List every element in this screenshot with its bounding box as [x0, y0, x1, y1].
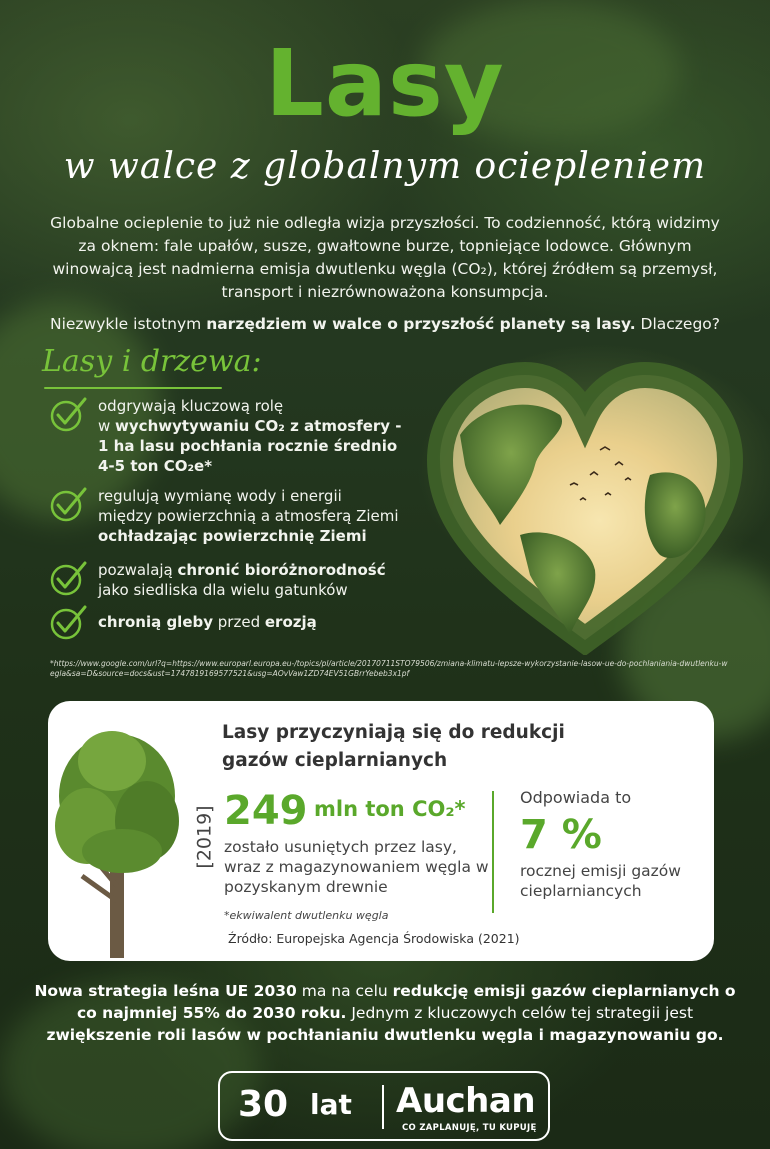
card-title: Lasy przyczyniają się do redukcji gazów cieplarnianych: [222, 722, 565, 771]
footnote-source-url: *https://www.google.com/url?q=https://www.europarl.europa.eu-/topics/pl/article/20170711STO79506/zmiana-klimatu-lepsze-wykorzystanie-lasow-ue-do-pochlaniania-dwutlenku-wegla&sa=D&source=docs&ust=1747819169577521&usg=AOvVaw1ZD74EV51GBrrYebeb3x1pf: [50, 659, 728, 678]
benefit-bold: [98, 436, 402, 456]
question-line: [20, 313, 750, 336]
benefit-text: w: [98, 417, 116, 435]
year-text: [2019]: [194, 805, 216, 869]
strategy-bold: zwiększenie roli lasów w pochłanianiu dwutlenku węgla i magazynowaniu go.: [46, 1026, 724, 1044]
anniversary-word: lat: [310, 1088, 352, 1121]
co2-amount: 249: [224, 788, 308, 834]
benefit-bold: wychwytywaniu CO₂ z atmosfery -: [115, 417, 402, 435]
equivalent-note: *ekwiwalent dwutlenku węgla: [224, 909, 389, 922]
benefit-text: między powierzchnią a atmosferą Ziemi: [98, 507, 399, 525]
removed-description: zostało usuniętych przez lasy, wraz z magazynowaniem węgla w pozyskanym drewnie: [224, 838, 489, 896]
year-label: [190, 797, 220, 877]
brand-name: Auchan: [396, 1081, 536, 1121]
benefit-text: regulują wymianę wody i energii: [98, 487, 342, 505]
poster-subtitle: w walce z globalnym ociepleniem: [63, 146, 707, 187]
benefit-item-water: [48, 486, 399, 546]
question-suffix: Dlaczego?: [635, 315, 721, 333]
poster-title: Lasy: [265, 30, 505, 137]
co2-unit: mln ton CO₂*: [314, 797, 466, 821]
question-bold: narzędziem w walce o przyszłość planety są lasy.: [206, 315, 636, 333]
checkmark-circle-icon: [48, 396, 90, 432]
checkmark-circle-icon: [48, 486, 90, 522]
benefit-item-co2: [48, 396, 402, 476]
anniversary-number: 30: [238, 1084, 289, 1125]
benefit-text-line: [98, 416, 402, 436]
brand-tagline: CO ZAPLANUJĘ, TU KUPUJĘ: [402, 1123, 537, 1133]
benefit-item-biodiversity: [48, 560, 386, 600]
benefit-text: pozwalają: [98, 561, 178, 579]
question-prefix: Niezwykle istotnym: [49, 315, 207, 333]
intro-paragraph: Globalne ocieplenie to już nie odległa wizja przyszłości. To codzienność, którą widzimy za oknem: fale upałów, susze, gwałtowne burze, topniejące lodowce. Głównym winowajcą jest nadmierna emisja dwutlenku węgla (CO₂), której źródłem są przemysł, transport i niezrównoważona konsumpcja.: [50, 214, 720, 301]
strategy-paragraph: [28, 980, 742, 1046]
benefit-bold-text: 1 ha lasu pochłania rocznie średnio: [98, 437, 398, 455]
benefit-bold: chronią gleby: [98, 613, 214, 631]
share-description: rocznej emisji gazów cieplarniancych: [520, 862, 681, 900]
share-label: Odpowiada to: [520, 788, 632, 807]
benefit-bold: [98, 456, 402, 476]
benefit-text-line: [98, 612, 317, 632]
strategy-text: ma na celu: [296, 982, 393, 1000]
benefit-text: jako siedliska dla wielu gatunków: [98, 581, 348, 599]
tree-image: [52, 726, 182, 958]
vertical-divider: [492, 791, 494, 913]
benefit-bold: [98, 526, 399, 546]
share-column: [520, 787, 700, 901]
benefit-text-line: [98, 560, 386, 580]
checkmark-circle-icon: [48, 560, 90, 596]
benefit-item-soil: [48, 604, 317, 640]
share-percentage: 7 %: [520, 812, 602, 858]
benefit-text: odgrywają kluczową rolę: [98, 397, 284, 415]
heading-underline: [44, 387, 222, 389]
benefit-bold: erozją: [264, 613, 317, 631]
benefits-heading: Lasy i drzewa:: [42, 344, 262, 379]
benefit-text: przed: [213, 613, 265, 631]
brand-logo-box: [218, 1071, 550, 1141]
logo-divider: [382, 1085, 384, 1129]
strategy-bold: redukcję emisji gazów cieplarnianych o co najmniej 55% do 2030 roku.: [76, 982, 736, 1022]
strategy-text: Jednym z kluczowych celów tej strategii jest: [346, 1004, 694, 1022]
strategy-bold: Nowa strategia leśna UE 2030: [34, 982, 297, 1000]
benefit-bold-text: ochładzając powierzchnię Ziemi: [98, 527, 367, 545]
globe-heart-image: [420, 355, 750, 655]
source-note: Źródło: Europejska Agencja Środowiska (2021): [228, 931, 520, 946]
benefit-bold: chronić bioróżnorodność: [177, 561, 386, 579]
checkmark-circle-icon: [48, 604, 90, 640]
benefit-bold-text: 4-5 ton CO₂e*: [98, 457, 213, 475]
